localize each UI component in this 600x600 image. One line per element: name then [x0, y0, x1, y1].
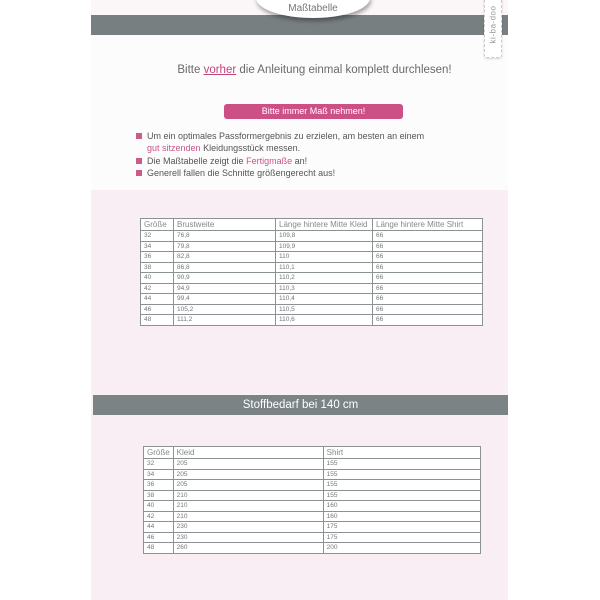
table-cell: 32: [144, 459, 174, 470]
table-cell: 110,6: [276, 315, 373, 326]
table-cell: 109,9: [276, 241, 373, 252]
table-cell: 44: [144, 522, 174, 533]
column-header: Länge hintere Mitte Kleid: [276, 219, 373, 231]
table-cell: 110,3: [276, 283, 373, 294]
table-cell: 66: [373, 252, 483, 263]
table-cell: 205: [173, 480, 323, 491]
table-cell: 34: [141, 241, 174, 252]
table-cell: 94,9: [174, 283, 276, 294]
bullet-text: Kleidungsstück messen.: [203, 143, 301, 154]
table-cell: 210: [173, 511, 323, 522]
table-row: [141, 262, 483, 273]
header-bar: [91, 15, 508, 35]
table-cell: 46: [144, 532, 174, 543]
table-cell: 90,9: [174, 273, 276, 284]
page-title: Maßtabelle: [288, 3, 338, 14]
column-header: Länge hintere Mitte Shirt: [373, 219, 483, 231]
table-row: [144, 501, 481, 512]
table-cell: 109,8: [276, 231, 373, 242]
table-header-row: [144, 447, 481, 459]
document-page: [91, 0, 508, 600]
table-cell: 210: [173, 501, 323, 512]
table-cell: 210: [173, 490, 323, 501]
table-cell: 110,4: [276, 294, 373, 305]
table-row: [144, 522, 481, 533]
table-cell: 76,8: [174, 231, 276, 242]
bullet-square-icon: [136, 158, 142, 164]
table-cell: 110,2: [276, 273, 373, 284]
table-row: [144, 532, 481, 543]
table-cell: 110,1: [276, 262, 373, 273]
table-cell: 46: [141, 304, 174, 315]
fabric-section-title: Stoffbedarf bei 140 cm: [93, 395, 508, 415]
table-cell: 230: [173, 522, 323, 533]
bullet-text: Um ein optimales Passformergebnis zu erzielen, am besten an einem: [147, 131, 425, 141]
table-row: [141, 241, 483, 252]
measurement-table: [140, 218, 483, 326]
table-row: [141, 283, 483, 294]
table-row: [144, 511, 481, 522]
table-cell: 200: [323, 543, 480, 554]
table-cell: 66: [373, 304, 483, 315]
column-header: Shirt: [323, 447, 480, 459]
table-row: [144, 490, 481, 501]
bullet-list: [136, 130, 496, 179]
bullet-highlight: gut sitzenden: [147, 143, 201, 154]
bullet-item: [136, 155, 496, 167]
table-cell: 48: [141, 315, 174, 326]
table-cell: 230: [173, 532, 323, 543]
table-cell: 40: [141, 273, 174, 284]
table-row: [144, 459, 481, 470]
table-cell: 155: [323, 490, 480, 501]
table-cell: 175: [323, 532, 480, 543]
table-cell: 66: [373, 262, 483, 273]
table-cell: 38: [144, 490, 174, 501]
table-row: [144, 469, 481, 480]
bullet-text: an!: [294, 155, 308, 166]
table-cell: 66: [373, 294, 483, 305]
bullet-square-icon: [136, 170, 142, 176]
table-cell: 155: [323, 480, 480, 491]
table-cell: 36: [144, 480, 174, 491]
bullet-square-icon: [136, 133, 142, 139]
column-header: Größe: [141, 219, 174, 231]
intro-text: [91, 64, 508, 76]
table-cell: 86,8: [174, 262, 276, 273]
table-row: [141, 315, 483, 326]
table-cell: 260: [173, 543, 323, 554]
intro-highlight: vorher: [203, 64, 237, 76]
table-cell: 40: [144, 501, 174, 512]
table-cell: 66: [373, 315, 483, 326]
table-cell: 42: [144, 511, 174, 522]
table-row: [144, 480, 481, 491]
table-cell: 110,5: [276, 304, 373, 315]
table-cell: 205: [173, 459, 323, 470]
table-cell: 44: [141, 294, 174, 305]
table-cell: 32: [141, 231, 174, 242]
table-row: [144, 543, 481, 554]
column-header: Größe: [144, 447, 174, 459]
table-row: [141, 304, 483, 315]
column-header: Brustweite: [174, 219, 276, 231]
table-row: [141, 294, 483, 305]
table-cell: 99,4: [174, 294, 276, 305]
table-cell: 48: [144, 543, 174, 554]
table-cell: 66: [373, 241, 483, 252]
table-cell: 66: [373, 231, 483, 242]
table-cell: 205: [173, 469, 323, 480]
notice-pill: Bitte immer Maß nehmen!: [224, 104, 403, 119]
brand-logo: ki-ba-doo: [488, 5, 498, 44]
table-cell: 105,2: [174, 304, 276, 315]
table-cell: 160: [323, 511, 480, 522]
table-cell: 34: [144, 469, 174, 480]
bullet-item: [136, 130, 496, 155]
table-header-row: [141, 219, 483, 231]
table-row: [141, 231, 483, 242]
table-cell: 79,8: [174, 241, 276, 252]
fabric-table: [143, 446, 481, 554]
bullet-item: [136, 167, 496, 179]
bullet-text: Die Maßtabelle zeigt die: [147, 155, 244, 166]
column-header: Kleid: [173, 447, 323, 459]
table-cell: 155: [323, 469, 480, 480]
table-cell: 66: [373, 283, 483, 294]
intro-before: Bitte: [177, 64, 201, 76]
table-cell: 82,8: [174, 252, 276, 263]
table-cell: 110: [276, 252, 373, 263]
table-cell: 111,2: [174, 315, 276, 326]
table-cell: 66: [373, 273, 483, 284]
table-cell: 160: [323, 501, 480, 512]
table-row: [141, 273, 483, 284]
table-cell: 38: [141, 262, 174, 273]
table-cell: 155: [323, 459, 480, 470]
table-cell: 36: [141, 252, 174, 263]
table-cell: 42: [141, 283, 174, 294]
table-cell: 175: [323, 522, 480, 533]
intro-after: die Anleitung einmal komplett durchlesen!: [239, 64, 452, 76]
table-row: [141, 252, 483, 263]
bullet-highlight: Fertigmaße: [246, 155, 293, 166]
bullet-text: Generell fallen die Schnitte größengerecht aus!: [147, 167, 336, 178]
brand-logo-tag: [484, 0, 502, 58]
